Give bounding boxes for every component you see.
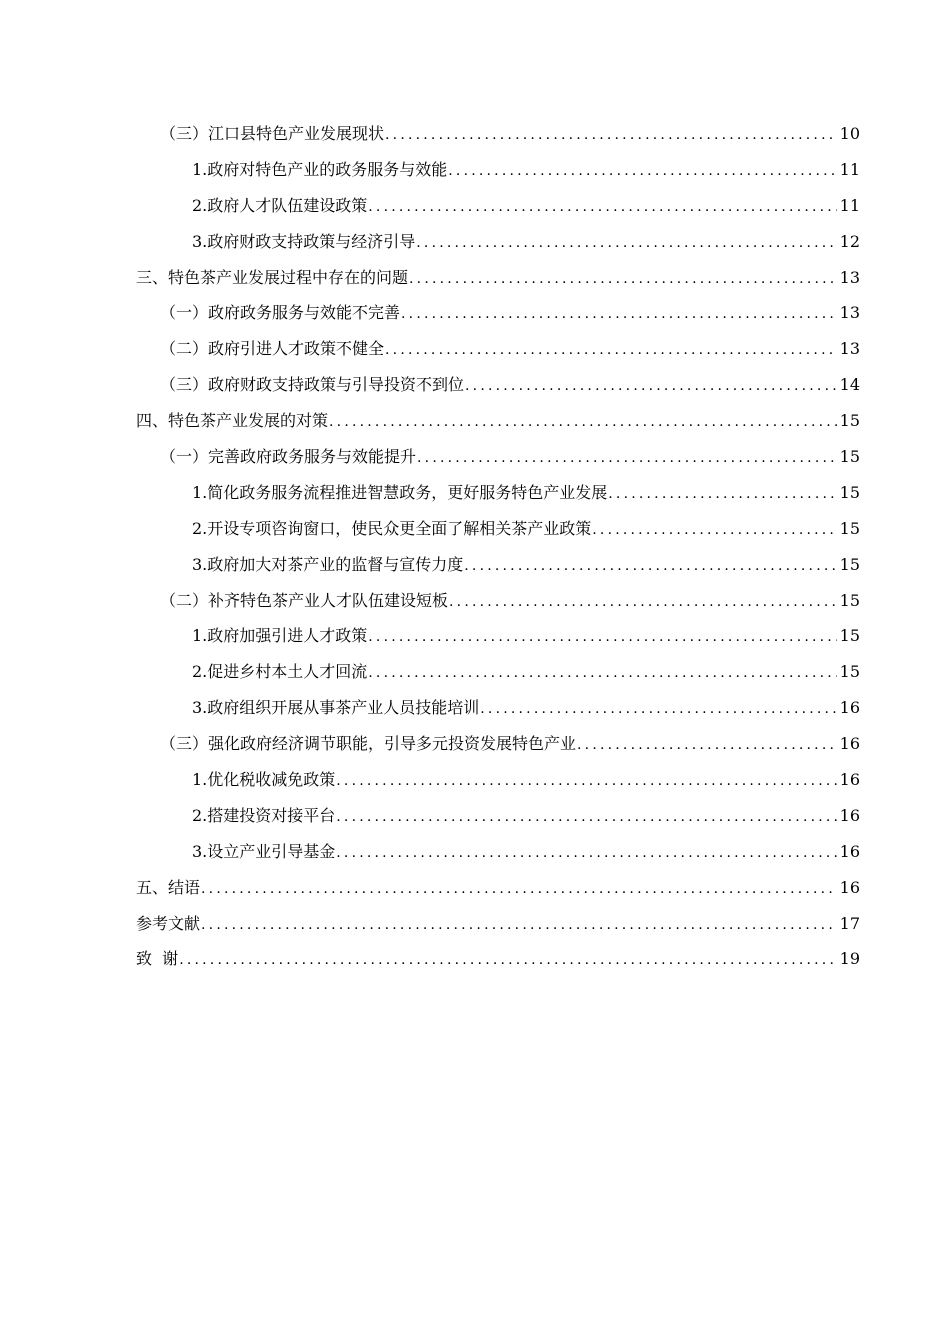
toc-entry[interactable] [136, 798, 860, 834]
toc-entry[interactable] [136, 295, 860, 331]
toc-page-number: 13 [839, 339, 860, 359]
toc-entry-title: 四、特色茶产业发展的对策 [136, 411, 329, 431]
toc-page-number: 15 [839, 482, 860, 502]
toc-dot-leader [385, 333, 837, 369]
toc-entry[interactable] [136, 116, 860, 152]
toc-dot-leader [329, 405, 837, 441]
toc-entry-title: （二）补齐特色茶产业人才队伍建设短板 [160, 590, 449, 610]
toc-entry-title: 五、结语 [136, 877, 201, 897]
toc-page-number: 16 [839, 770, 860, 790]
toc-dot-leader [368, 656, 836, 692]
toc-entry-title: （三）强化政府经济调节职能，引导多元投资发展特色产业 [160, 734, 577, 754]
toc-entry-title: 1.简化政务服务流程推进智慧政务，更好服务特色产业发展 [192, 482, 608, 502]
toc-entry[interactable] [136, 726, 860, 762]
toc-entry-title: 2.政府人才队伍建设政策 [192, 195, 368, 215]
toc-entry[interactable] [136, 511, 860, 547]
toc-entry-title: 3.政府组织开展从事茶产业人员技能培训 [192, 698, 480, 718]
toc-page-number: 12 [839, 231, 860, 251]
toc-page-number: 16 [839, 841, 860, 861]
toc-entry-title: （一）政府政务服务与效能不完善 [160, 303, 401, 323]
toc-page-number: 15 [839, 554, 860, 574]
toc-dot-leader [201, 908, 837, 944]
toc-entry[interactable] [136, 834, 860, 870]
toc-entry-title: （一）完善政府政务服务与效能提升 [160, 447, 417, 467]
toc-entry-title: （三）江口县特色产业发展现状 [160, 124, 385, 143]
toc-entry[interactable] [136, 690, 860, 726]
toc-dot-leader [592, 513, 836, 549]
toc-entry[interactable] [136, 403, 860, 439]
toc-page-number: 14 [839, 375, 860, 395]
toc-dot-leader [577, 728, 837, 764]
toc-page-number: 16 [839, 698, 860, 718]
toc-page-number: 19 [839, 949, 860, 969]
toc-page-number: 15 [839, 626, 860, 646]
toc-dot-leader [336, 764, 836, 800]
toc-entry[interactable] [136, 439, 860, 475]
toc-page-number: 11 [839, 159, 860, 179]
toc-entry-title: 3.政府财政支持政策与经济引导 [192, 231, 416, 251]
toc-entry[interactable] [136, 188, 860, 224]
toc-page-number: 13 [839, 267, 860, 287]
toc-entry-title: 2.搭建投资对接平台 [192, 805, 336, 825]
toc-dot-leader [336, 836, 836, 872]
toc-entry[interactable] [136, 224, 860, 260]
toc-entry-title: 1.政府加强引进人才政策 [192, 626, 368, 646]
toc-page-number: 15 [839, 518, 860, 538]
toc-dot-leader [409, 262, 837, 298]
toc-entry[interactable] [136, 475, 860, 511]
toc-dot-leader [179, 943, 836, 979]
toc-page-number: 17 [839, 913, 860, 933]
toc-dot-leader [385, 118, 837, 154]
toc-page-number: 10 [839, 124, 860, 143]
toc-entry[interactable] [136, 618, 860, 654]
toc-page-number: 15 [839, 662, 860, 682]
toc-entry-title: 2.促进乡村本土人才回流 [192, 662, 368, 682]
toc-entry-title: 三、特色茶产业发展过程中存在的问题 [136, 267, 409, 287]
toc-dot-leader [464, 549, 836, 585]
toc-entry[interactable] [136, 152, 860, 188]
toc-page-number: 15 [839, 411, 860, 431]
toc-page-number: 11 [839, 195, 860, 215]
toc-page-number: 16 [839, 805, 860, 825]
toc-entry-title: 3.设立产业引导基金 [192, 841, 336, 861]
toc-entry[interactable] [136, 260, 860, 296]
toc-dot-leader [401, 297, 837, 333]
toc-page-number: 15 [839, 447, 860, 467]
toc-dot-leader [417, 441, 837, 477]
toc-entry-title: 3.政府加大对茶产业的监督与宣传力度 [192, 554, 464, 574]
toc-entry-title: 2.开设专项咨询窗口，使民众更全面了解相关茶产业政策 [192, 518, 592, 538]
toc-entry[interactable] [136, 906, 860, 942]
toc-entry[interactable] [136, 762, 860, 798]
toc-entry[interactable] [136, 870, 860, 906]
toc-dot-leader [201, 872, 837, 908]
toc-page-number: 15 [839, 590, 860, 610]
toc-dot-leader [465, 369, 837, 405]
toc-entry[interactable] [136, 654, 860, 690]
toc-dot-leader [368, 190, 836, 226]
toc-entry[interactable] [136, 583, 860, 619]
toc-entry-title: 1.优化税收减免政策 [192, 770, 336, 790]
toc-dot-leader [368, 620, 836, 656]
toc-entry-title: （三）政府财政支持政策与引导投资不到位 [160, 375, 465, 395]
toc-page-number: 16 [839, 734, 860, 754]
toc-entry-title: 参考文献 [136, 913, 201, 933]
toc-entry[interactable] [136, 331, 860, 367]
toc-entry[interactable] [136, 547, 860, 583]
toc-page-number: 16 [839, 877, 860, 897]
toc-dot-leader [336, 800, 836, 836]
toc-dot-leader [448, 154, 836, 190]
toc-entry[interactable] [136, 941, 860, 977]
toc-entry-title: （二）政府引进人才政策不健全 [160, 339, 385, 359]
toc-dot-leader [416, 226, 836, 262]
toc-dot-leader [480, 692, 836, 728]
toc-entry-title: 1.政府对特色产业的政务服务与效能 [192, 159, 448, 179]
toc-dot-leader [449, 585, 837, 621]
toc-page-number: 13 [839, 303, 860, 323]
table-of-contents [136, 116, 860, 977]
toc-dot-leader [608, 477, 836, 513]
toc-entry[interactable] [136, 367, 860, 403]
toc-entry-title: 致 谢 [136, 949, 179, 969]
